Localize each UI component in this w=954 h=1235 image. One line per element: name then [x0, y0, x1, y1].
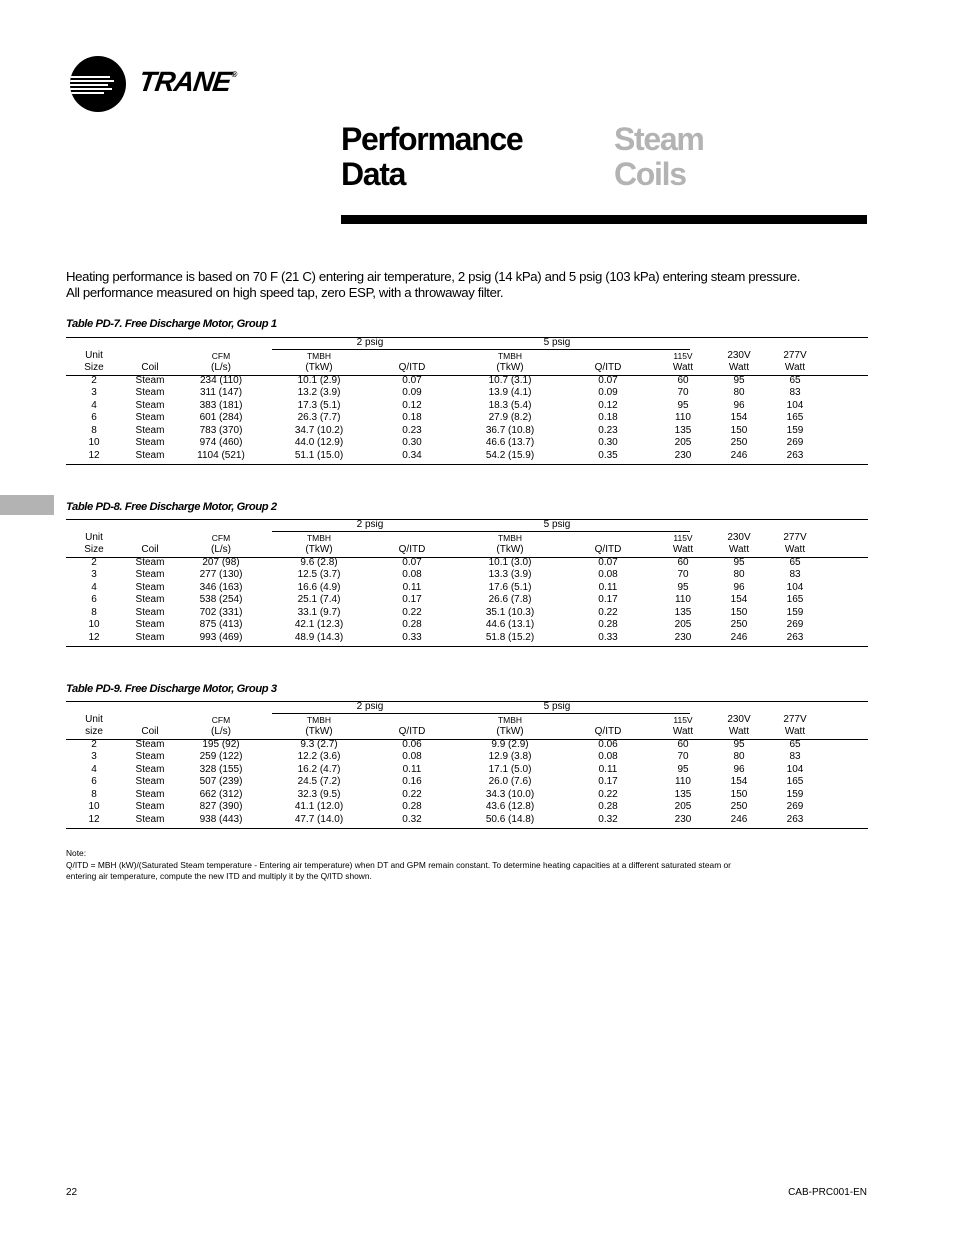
- cell-size: 12: [88, 813, 100, 825]
- header-277v: 277V: [783, 714, 807, 725]
- cell-coil: Steam: [135, 557, 165, 568]
- cell-coil: Steam: [135, 788, 165, 800]
- page-number: 22: [66, 1187, 78, 1198]
- cell-coil: Steam: [135, 449, 165, 461]
- header-qitd-2psig: Q/ITD: [398, 544, 426, 555]
- cell-q5: 0.23: [598, 424, 618, 436]
- header-qitd-5psig: Q/ITD: [594, 726, 622, 737]
- cell-tmbh2: 10.1 (2.9): [297, 375, 341, 386]
- cell-size: 2: [91, 739, 97, 750]
- cell-q5: 0.17: [598, 594, 618, 606]
- cell-w230: 250: [730, 619, 748, 631]
- header-tmbh-2psig: TMBH: [306, 715, 332, 725]
- cell-tmbh5: 17.1 (5.0): [488, 763, 532, 775]
- cell-cfm: 207 (98): [202, 557, 240, 568]
- cell-w230: 150: [730, 606, 748, 618]
- header-watt-277v: Watt: [784, 362, 806, 373]
- cell-w115: 135: [674, 424, 692, 436]
- header-qitd-5psig: Q/ITD: [594, 362, 622, 373]
- cell-coil: Steam: [135, 776, 165, 788]
- cell-w115: 230: [674, 631, 692, 643]
- cell-q5: 0.08: [598, 569, 618, 581]
- header-tmbh-5psig: TMBH: [497, 533, 523, 543]
- intro-paragraph: Heating performance is based on 70 F (21 C) entering air temperature, 2 psig (14 kPa) and 5 psig (103 kPa) entering steam pressure. All performance measured on high speed tap, zero ESP, with a throwaway filter.: [66, 269, 801, 300]
- cell-q2: 0.06: [402, 739, 422, 750]
- cell-tmbh2: 47.7 (14.0): [294, 813, 344, 825]
- cell-coil: Steam: [135, 751, 165, 763]
- cell-q2: 0.17: [402, 594, 422, 606]
- header-size: size: [85, 726, 103, 737]
- cell-tmbh2: 33.1 (9.7): [297, 606, 341, 618]
- cell-q2: 0.11: [402, 581, 422, 593]
- cell-cfm: 383 (181): [199, 399, 243, 411]
- cell-coil: Steam: [135, 375, 165, 386]
- footnote: Note: Q/ITD = MBH (kW)/(Saturated Steam temperature - Entering air temperature) when DT and GPM remain constant. To determine heating capacities at a different saturated steam or entering air temperature, compute the new ITD and multiply it by the Q/ITD shown.: [66, 848, 731, 881]
- cell-q5: 0.09: [598, 387, 618, 399]
- cell-q5: 0.12: [598, 399, 618, 411]
- cell-q5: 0.33: [598, 631, 618, 643]
- header-tmbh-2psig: TMBH: [306, 533, 332, 543]
- cell-q5: 0.30: [598, 437, 618, 449]
- cell-coil: Steam: [135, 581, 165, 593]
- section-side-tab: [0, 495, 54, 515]
- cell-q2: 0.32: [402, 813, 422, 825]
- cell-tmbh5: 26.0 (7.6): [488, 776, 532, 788]
- header-tkw-2psig: (TkW): [305, 362, 333, 373]
- cell-w115: 95: [677, 763, 689, 775]
- cell-cfm: 993 (469): [199, 631, 243, 643]
- cell-w115: 95: [677, 581, 689, 593]
- header-coil: Coil: [141, 362, 159, 373]
- cell-w115: 135: [674, 788, 692, 800]
- cell-q5: 0.22: [598, 788, 618, 800]
- cell-tmbh2: 16.2 (4.7): [297, 763, 341, 775]
- cell-q2: 0.30: [402, 437, 422, 449]
- header-tkw-5psig: (TkW): [496, 362, 524, 373]
- header-coil: Coil: [141, 544, 159, 555]
- cell-q2: 0.08: [402, 569, 422, 581]
- header-unit: Unit: [85, 714, 103, 725]
- cell-coil: Steam: [135, 437, 165, 449]
- table-caption: Table PD-8. Free Discharge Motor, Group 2: [66, 501, 277, 513]
- cell-tmbh5: 43.6 (12.8): [485, 801, 535, 813]
- cell-w115: 70: [677, 387, 689, 399]
- cell-w230: 80: [733, 569, 745, 581]
- page-title: Performance Data: [341, 121, 523, 192]
- cell-w277: 159: [786, 424, 804, 436]
- cell-tmbh2: 26.3 (7.7): [297, 412, 341, 424]
- cell-tmbh2: 16.6 (4.9): [297, 581, 341, 593]
- cell-cfm: 827 (390): [199, 801, 243, 813]
- cell-tmbh2: 25.1 (7.4): [297, 594, 341, 606]
- page-subtitle: Steam Coils: [614, 121, 704, 192]
- cell-tmbh2: 12.5 (3.7): [297, 569, 341, 581]
- cell-w277: 269: [786, 437, 804, 449]
- group-header-2psig: 2 psig: [356, 337, 384, 348]
- cell-w115: 230: [674, 449, 692, 461]
- cell-q2: 0.08: [402, 751, 422, 763]
- cell-w115: 60: [677, 375, 689, 386]
- cell-cfm: 346 (163): [199, 581, 243, 593]
- cell-tmbh2: 51.1 (15.0): [294, 449, 344, 461]
- cell-tmbh5: 54.2 (15.9): [485, 449, 535, 461]
- cell-tmbh5: 44.6 (13.1): [485, 619, 535, 631]
- cell-size: 12: [88, 449, 100, 461]
- header-230v: 230V: [727, 532, 751, 543]
- header-cfm: CFM: [211, 351, 231, 361]
- cell-tmbh5: 51.8 (15.2): [485, 631, 535, 643]
- header-watt-277v: Watt: [784, 726, 806, 737]
- header-unit: Unit: [85, 532, 103, 543]
- cell-cfm: 277 (130): [199, 569, 243, 581]
- cell-w115: 135: [674, 606, 692, 618]
- cell-size: 8: [91, 788, 97, 800]
- cell-w230: 246: [730, 813, 748, 825]
- cell-w230: 96: [733, 399, 745, 411]
- cell-size: 3: [91, 387, 97, 399]
- header-tkw-5psig: (TkW): [496, 544, 524, 555]
- header-230v: 230V: [727, 714, 751, 725]
- header-qitd-5psig: Q/ITD: [594, 544, 622, 555]
- cell-w115: 205: [674, 619, 692, 631]
- cell-w230: 250: [730, 801, 748, 813]
- group-header-5psig: 5 psig: [543, 519, 571, 530]
- cell-cfm: 538 (254): [199, 594, 243, 606]
- cell-q5: 0.08: [598, 751, 618, 763]
- cell-w115: 230: [674, 813, 692, 825]
- group-header-2psig: 2 psig: [356, 519, 384, 530]
- cell-coil: Steam: [135, 606, 165, 618]
- cell-q5: 0.28: [598, 801, 618, 813]
- cell-w230: 150: [730, 424, 748, 436]
- table-top-rule: [66, 337, 868, 338]
- cell-w230: 154: [730, 594, 748, 606]
- cell-w230: 154: [730, 776, 748, 788]
- cell-w277: 269: [786, 619, 804, 631]
- header-tmbh-2psig: TMBH: [306, 351, 332, 361]
- cell-q5: 0.07: [598, 375, 618, 386]
- cell-q2: 0.12: [402, 399, 422, 411]
- cell-w230: 96: [733, 581, 745, 593]
- cell-size: 12: [88, 631, 100, 643]
- cell-q5: 0.18: [598, 412, 618, 424]
- cell-w277: 165: [786, 594, 804, 606]
- cell-coil: Steam: [135, 399, 165, 411]
- cell-cfm: 662 (312): [199, 788, 243, 800]
- cell-w277: 83: [789, 387, 801, 399]
- cell-size: 4: [91, 581, 97, 593]
- group-header-5psig: 5 psig: [543, 337, 571, 348]
- cell-q2: 0.07: [402, 557, 422, 568]
- cell-coil: Steam: [135, 412, 165, 424]
- cell-coil: Steam: [135, 801, 165, 813]
- cell-q5: 0.17: [598, 776, 618, 788]
- cell-tmbh5: 34.3 (10.0): [485, 788, 535, 800]
- cell-w230: 95: [733, 375, 745, 386]
- cell-w115: 70: [677, 569, 689, 581]
- cell-size: 8: [91, 606, 97, 618]
- performance-table: [66, 701, 868, 831]
- cell-tmbh2: 44.0 (12.9): [294, 437, 344, 449]
- header-watt-115v: Watt: [672, 544, 694, 555]
- cell-size: 2: [91, 375, 97, 386]
- cell-q5: 0.07: [598, 557, 618, 568]
- cell-size: 3: [91, 569, 97, 581]
- cell-q2: 0.28: [402, 801, 422, 813]
- cell-w277: 165: [786, 412, 804, 424]
- cell-w277: 269: [786, 801, 804, 813]
- header-115v: 115V: [673, 715, 693, 725]
- cell-w277: 65: [789, 739, 801, 750]
- cell-w277: 104: [786, 399, 804, 411]
- cell-size: 2: [91, 557, 97, 568]
- cell-cfm: 507 (239): [199, 776, 243, 788]
- cell-coil: Steam: [135, 813, 165, 825]
- header-size: Size: [84, 362, 104, 373]
- cell-w115: 70: [677, 751, 689, 763]
- header-cfm: CFM: [211, 533, 231, 543]
- cell-tmbh2: 12.2 (3.6): [297, 751, 341, 763]
- header-277v: 277V: [783, 350, 807, 361]
- cell-tmbh2: 34.7 (10.2): [294, 424, 344, 436]
- cell-w115: 60: [677, 739, 689, 750]
- cell-cfm: 234 (110): [199, 375, 243, 386]
- cell-size: 8: [91, 424, 97, 436]
- cell-w115: 205: [674, 801, 692, 813]
- cell-cfm: 1104 (521): [197, 449, 245, 461]
- cell-w115: 95: [677, 399, 689, 411]
- cell-cfm: 875 (413): [199, 619, 243, 631]
- cell-q5: 0.32: [598, 813, 618, 825]
- cell-w277: 263: [786, 813, 804, 825]
- header-unit: Unit: [85, 350, 103, 361]
- table-top-rule: [66, 701, 868, 702]
- header-tkw-2psig: (TkW): [305, 544, 333, 555]
- cell-w277: 65: [789, 375, 801, 386]
- table-bottom-rule: [66, 828, 868, 829]
- cell-tmbh5: 46.6 (13.7): [485, 437, 535, 449]
- cell-w277: 83: [789, 751, 801, 763]
- cell-tmbh2: 13.2 (3.9): [297, 387, 341, 399]
- cell-coil: Steam: [135, 631, 165, 643]
- cell-w115: 110: [675, 776, 691, 788]
- cell-q5: 0.11: [598, 763, 618, 775]
- cell-w230: 96: [733, 763, 745, 775]
- cell-tmbh5: 36.7 (10.8): [485, 424, 535, 436]
- header-230v: 230V: [727, 350, 751, 361]
- cell-q5: 0.06: [598, 739, 618, 750]
- cell-q5: 0.28: [598, 619, 618, 631]
- cell-size: 10: [88, 801, 100, 813]
- cell-w277: 65: [789, 557, 801, 568]
- header-tkw-5psig: (TkW): [496, 726, 524, 737]
- cell-size: 6: [91, 594, 97, 606]
- title-divider-bar: [341, 215, 867, 224]
- cell-w277: 104: [786, 763, 804, 775]
- header-qitd-2psig: Q/ITD: [398, 726, 426, 737]
- cell-cfm: 702 (331): [199, 606, 243, 618]
- cell-coil: Steam: [135, 619, 165, 631]
- cell-tmbh5: 10.7 (3.1): [488, 375, 532, 386]
- table-caption: Table PD-7. Free Discharge Motor, Group 1: [66, 318, 277, 330]
- header-size: Size: [84, 544, 104, 555]
- cell-w230: 246: [730, 449, 748, 461]
- cell-w230: 154: [730, 412, 748, 424]
- cell-q2: 0.22: [402, 606, 422, 618]
- cell-tmbh2: 42.1 (12.3): [294, 619, 344, 631]
- cell-cfm: 328 (155): [199, 763, 243, 775]
- cell-w230: 250: [730, 437, 748, 449]
- cell-w115: 110: [675, 594, 691, 606]
- cell-size: 6: [91, 776, 97, 788]
- cell-q5: 0.35: [598, 449, 618, 461]
- header-cfm: CFM: [211, 715, 231, 725]
- cell-w277: 263: [786, 631, 804, 643]
- cell-coil: Steam: [135, 569, 165, 581]
- cell-coil: Steam: [135, 594, 165, 606]
- cell-w277: 263: [786, 449, 804, 461]
- header-coil: Coil: [141, 726, 159, 737]
- performance-table: [66, 519, 868, 649]
- cell-q2: 0.22: [402, 788, 422, 800]
- cell-tmbh2: 24.5 (7.2): [297, 776, 341, 788]
- cell-coil: Steam: [135, 763, 165, 775]
- cell-w230: 95: [733, 557, 745, 568]
- cell-tmbh5: 18.3 (5.4): [488, 399, 532, 411]
- cell-w277: 165: [786, 776, 804, 788]
- header-watt-230v: Watt: [728, 362, 750, 373]
- cell-q5: 0.22: [598, 606, 618, 618]
- header-watt-115v: Watt: [672, 726, 694, 737]
- cell-cfm: 259 (122): [199, 751, 243, 763]
- cell-w230: 246: [730, 631, 748, 643]
- table-bottom-rule: [66, 464, 868, 465]
- cell-q2: 0.28: [402, 619, 422, 631]
- cell-tmbh5: 13.9 (4.1): [488, 387, 532, 399]
- cell-size: 4: [91, 763, 97, 775]
- cell-cfm: 601 (284): [199, 412, 243, 424]
- trane-circle-logo-icon: [70, 56, 126, 112]
- table-bottom-rule: [66, 646, 868, 647]
- cell-size: 3: [91, 751, 97, 763]
- header-ls: (L/s): [211, 726, 231, 737]
- group-header-2psig: 2 psig: [356, 701, 384, 712]
- header-115v: 115V: [673, 533, 693, 543]
- cell-tmbh5: 10.1 (3.0): [488, 557, 532, 568]
- header-ls: (L/s): [211, 544, 231, 555]
- brand-wordmark: TRANE®: [136, 66, 238, 97]
- cell-size: 4: [91, 399, 97, 411]
- cell-q2: 0.16: [402, 776, 422, 788]
- header-tmbh-5psig: TMBH: [497, 715, 523, 725]
- cell-cfm: 938 (443): [199, 813, 243, 825]
- header-watt-115v: Watt: [672, 362, 694, 373]
- cell-q2: 0.33: [402, 631, 422, 643]
- cell-cfm: 974 (460): [199, 437, 243, 449]
- cell-tmbh5: 9.9 (2.9): [491, 739, 529, 750]
- cell-w230: 80: [733, 751, 745, 763]
- cell-coil: Steam: [135, 424, 165, 436]
- performance-table: [66, 337, 868, 467]
- header-watt-230v: Watt: [728, 726, 750, 737]
- cell-tmbh5: 13.3 (3.9): [488, 569, 532, 581]
- header-watt-277v: Watt: [784, 544, 806, 555]
- cell-tmbh2: 9.3 (2.7): [300, 739, 338, 750]
- cell-size: 10: [88, 437, 100, 449]
- cell-q2: 0.07: [402, 375, 422, 386]
- cell-size: 10: [88, 619, 100, 631]
- cell-q2: 0.11: [402, 763, 422, 775]
- cell-tmbh2: 17.3 (5.1): [297, 399, 341, 411]
- cell-tmbh5: 50.6 (14.8): [485, 813, 535, 825]
- cell-tmbh5: 27.9 (8.2): [488, 412, 532, 424]
- cell-w277: 104: [786, 581, 804, 593]
- header-qitd-2psig: Q/ITD: [398, 362, 426, 373]
- cell-q2: 0.09: [402, 387, 422, 399]
- header-watt-230v: Watt: [728, 544, 750, 555]
- cell-tmbh5: 12.9 (3.8): [488, 751, 532, 763]
- cell-tmbh5: 35.1 (10.3): [485, 606, 535, 618]
- cell-tmbh5: 26.6 (7.8): [488, 594, 532, 606]
- header-277v: 277V: [783, 532, 807, 543]
- cell-q5: 0.11: [598, 581, 618, 593]
- cell-tmbh2: 48.9 (14.3): [294, 631, 344, 643]
- cell-w115: 110: [675, 412, 691, 424]
- cell-w115: 205: [674, 437, 692, 449]
- cell-cfm: 311 (147): [199, 387, 243, 399]
- cell-coil: Steam: [135, 387, 165, 399]
- cell-cfm: 195 (92): [202, 739, 240, 750]
- cell-w277: 159: [786, 606, 804, 618]
- cell-cfm: 783 (370): [199, 424, 243, 436]
- cell-coil: Steam: [135, 739, 165, 750]
- table-top-rule: [66, 519, 868, 520]
- cell-q2: 0.18: [402, 412, 422, 424]
- cell-tmbh2: 32.3 (9.5): [297, 788, 341, 800]
- header-115v: 115V: [673, 351, 693, 361]
- cell-tmbh2: 41.1 (12.0): [294, 801, 344, 813]
- group-header-5psig: 5 psig: [543, 701, 571, 712]
- cell-w230: 95: [733, 739, 745, 750]
- cell-q2: 0.34: [402, 449, 422, 461]
- cell-tmbh5: 17.6 (5.1): [488, 581, 532, 593]
- cell-w230: 150: [730, 788, 748, 800]
- header-tkw-2psig: (TkW): [305, 726, 333, 737]
- header-tmbh-5psig: TMBH: [497, 351, 523, 361]
- table-caption: Table PD-9. Free Discharge Motor, Group 3: [66, 683, 277, 695]
- cell-size: 6: [91, 412, 97, 424]
- cell-q2: 0.23: [402, 424, 422, 436]
- document-code: CAB-PRC001-EN: [788, 1187, 867, 1198]
- header-ls: (L/s): [211, 362, 231, 373]
- cell-tmbh2: 9.6 (2.8): [300, 557, 338, 568]
- cell-w277: 83: [789, 569, 801, 581]
- cell-w115: 60: [677, 557, 689, 568]
- cell-w230: 80: [733, 387, 745, 399]
- cell-w277: 159: [786, 788, 804, 800]
